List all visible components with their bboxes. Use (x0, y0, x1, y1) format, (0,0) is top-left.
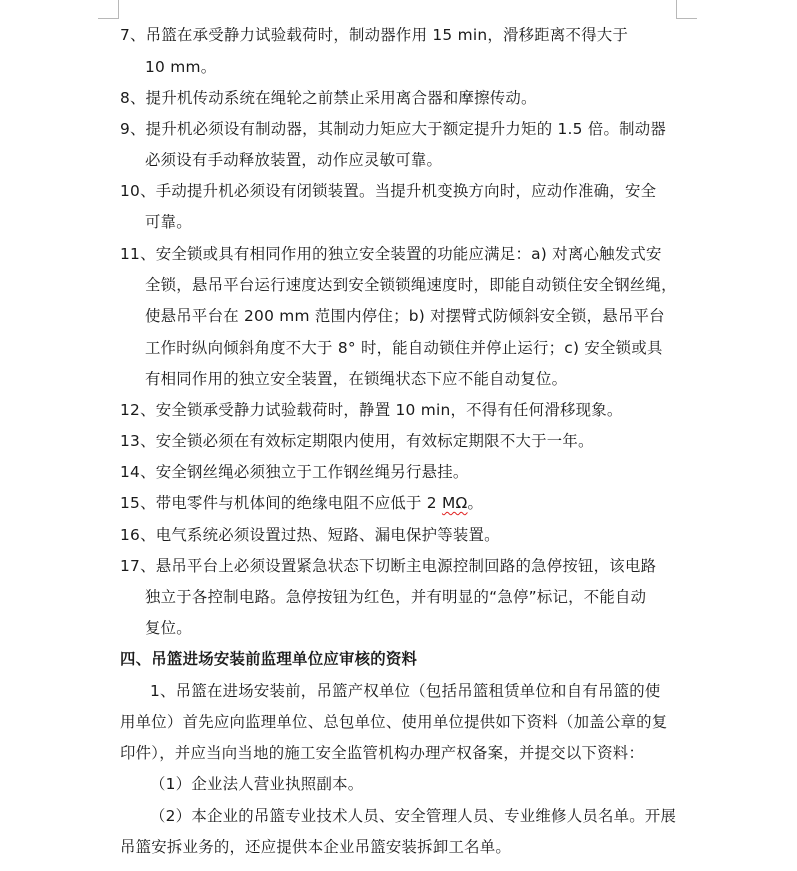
item-12: 12、安全锁承受静力试验载荷时，静置 10 min，不得有任何滑移现象。 (120, 401, 623, 419)
item-8: 8、提升机传动系统在绳轮之前禁止采用离合器和摩擦传动。 (120, 89, 537, 107)
item-9-line-2: 必须设有手动释放装置，动作应灵敏可靠。 (145, 151, 443, 169)
item-17-line-2: 独立于各控制电路。急停按钮为红色，并有明显的“急停”标记，不能自动 (145, 588, 647, 606)
item-15-text: 15、带电零件与机体间的绝缘电阻不应低于 2 (120, 494, 442, 512)
item-10-line-1: 10、手动提升机必须设有闭锁装置。当提升机变换方向时，应动作准确，安全 (120, 182, 657, 200)
item-7-line-2: 10 mm。 (145, 58, 217, 76)
item-15 (120, 493, 483, 513)
item-17-line-3: 复位。 (145, 619, 192, 637)
item-16: 16、电气系统必须设置过热、短路、漏电保护等装置。 (120, 526, 500, 544)
item-11-line-4: 工作时纵向倾斜角度不大于 8° 时，能自动锁住并停止运行；c) 安全锁或具 (145, 339, 663, 357)
sub-item-1: （1）企业法人营业执照副本。 (150, 775, 364, 793)
item-9-line-1: 9、提升机必须设有制动器，其制动力矩应大于额定提升力矩的 1.5 倍。制动器 (120, 120, 667, 138)
item-17-line-1: 17、悬吊平台上必须设置紧急状态下切断主电源控制回路的急停按钮，该电路 (120, 557, 657, 575)
item-14: 14、安全钢丝绳必须独立于工作钢丝绳另行悬挂。 (120, 463, 469, 481)
para-1-line-1: 1、吊篮在进场安装前，吊篮产权单位（包括吊篮租赁单位和自有吊篮的使 (150, 682, 661, 700)
item-11-line-3: 使悬吊平台在 200 mm 范围内停住；b) 对摆臂式防倾斜安全锁，悬吊平台 (145, 307, 665, 325)
item-15-end: 。 (467, 494, 484, 512)
item-7-line-1: 7、吊篮在承受静力试验载荷时，制动器作用 15 min，滑移距离不得大于 (120, 26, 629, 44)
item-10-line-2: 可靠。 (145, 213, 192, 231)
item-11-line-2: 全锁，悬吊平台运行速度达到安全锁锁绳速度时，即能自动锁住安全钢丝绳， (145, 276, 677, 294)
para-1-line-3: 印件），并应当向当地的施工安全监管机构办理产权备案，并提交以下资料： (120, 744, 645, 762)
item-13: 13、安全锁必须在有效标定期限内使用，有效标定期限不大于一年。 (120, 432, 594, 450)
crop-mark-top-left (98, 0, 119, 19)
sub-item-2-line-1: （2）本企业的吊篮专业技术人员、安全管理人员、专业维修人员名单。开展 (150, 807, 677, 825)
para-1-line-2: 用单位）首先应向监理单位、总包单位、使用单位提供如下资料（加盖公章的复 (120, 713, 668, 731)
item-15-unit-spellcheck: MΩ (441, 494, 468, 512)
item-11-line-1: 11、安全锁或具有相同作用的独立安全装置的功能应满足：a) 对离心触发式安 (120, 245, 662, 263)
crop-mark-top-right (676, 0, 697, 19)
item-11-line-5: 有相同作用的独立安全装置，在锁绳状态下应不能自动复位。 (145, 370, 568, 388)
sub-item-2-line-2: 吊篮安拆业务的，还应提供本企业吊篮安装拆卸工名单。 (120, 838, 512, 856)
section-4-heading: 四、吊篮进场安装前监理单位应审核的资料 (120, 650, 418, 668)
